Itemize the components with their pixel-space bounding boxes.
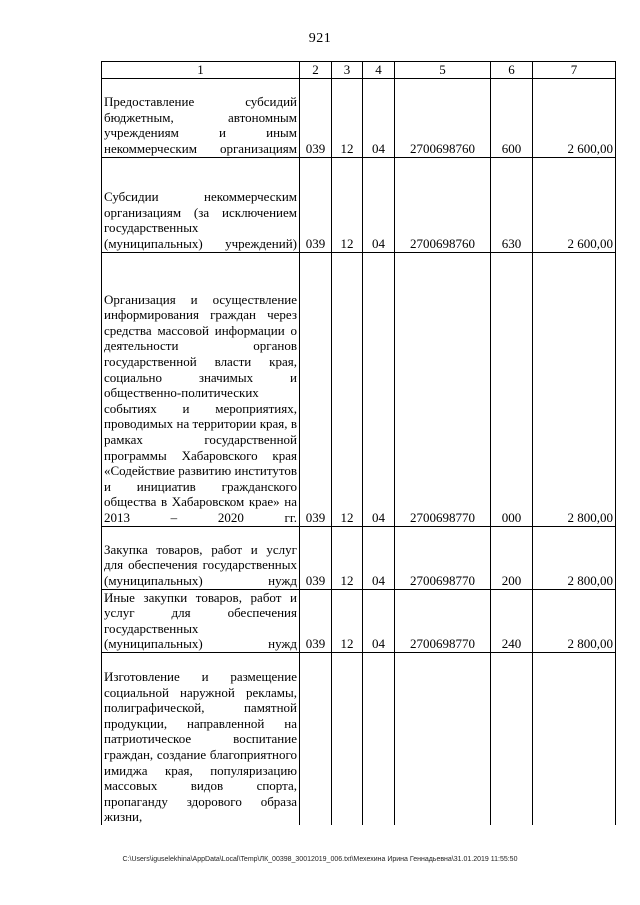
- table-row: [102, 652, 616, 825]
- cell-expense-type: [491, 652, 533, 825]
- header-cell: 2: [300, 62, 332, 79]
- cell-target-article: 2700698770: [395, 252, 491, 526]
- cell-ministry: 039: [300, 78, 332, 157]
- row-description: Организация и осуществление информирования граждан через средства массовой информации о деятельности органов государственной власти края, социально значимых и общественно-политических событиях и мероприятиях, проводимых на территории края, в рамках государственной программы Хабаровского края «Содействие развитию институтов и инициатив гражданского общества в Хабаровском крае» на 2013 – 2020 гг.: [102, 252, 300, 526]
- file-path-footer: C:\Users\iguselekhina\AppData\Local\Temp\ЛК_00398_30012019_006.txt\Мехехина Ирина Геннадьевна\31.01.2019 11:55:50: [122, 856, 518, 863]
- cell-ministry: 039: [300, 589, 332, 652]
- cell-subsection: 04: [363, 526, 395, 589]
- cell-section: [332, 652, 363, 825]
- cell-amount: 2 800,00: [533, 252, 616, 526]
- cell-amount: 2 600,00: [533, 157, 616, 252]
- cell-subsection: [363, 652, 395, 825]
- table-row: [102, 589, 616, 652]
- cell-ministry: [300, 652, 332, 825]
- table-row: [102, 526, 616, 589]
- header-cell: 6: [491, 62, 533, 79]
- cell-section: 12: [332, 526, 363, 589]
- cell-ministry: 039: [300, 526, 332, 589]
- budget-table: [101, 61, 616, 825]
- cell-amount: [533, 652, 616, 825]
- row-description: Иные закупки товаров, работ и услуг для обеспечения государственных (муниципальных) нужд: [102, 589, 300, 652]
- cell-target-article: [395, 652, 491, 825]
- row-description: Субсидии некоммерческим организациям (за исключением государственных (муниципальных) учреждений): [102, 157, 300, 252]
- cell-amount: 2 800,00: [533, 526, 616, 589]
- header-cell: 4: [363, 62, 395, 79]
- cell-ministry: 039: [300, 157, 332, 252]
- cell-expense-type: 200: [491, 526, 533, 589]
- cell-amount: 2 600,00: [533, 78, 616, 157]
- cell-ministry: 039: [300, 252, 332, 526]
- cell-section: 12: [332, 252, 363, 526]
- cell-expense-type: 630: [491, 157, 533, 252]
- cell-section: 12: [332, 78, 363, 157]
- cell-subsection: 04: [363, 589, 395, 652]
- table-row: [102, 157, 616, 252]
- cell-target-article: 2700698760: [395, 78, 491, 157]
- cell-amount: 2 800,00: [533, 589, 616, 652]
- cell-expense-type: 600: [491, 78, 533, 157]
- cell-target-article: 2700698770: [395, 589, 491, 652]
- table-row: [102, 252, 616, 526]
- header-cell: 3: [332, 62, 363, 79]
- header-cell: 5: [395, 62, 491, 79]
- cell-expense-type: 240: [491, 589, 533, 652]
- header-cell: 1: [102, 62, 300, 79]
- cell-subsection: 04: [363, 252, 395, 526]
- cell-subsection: 04: [363, 157, 395, 252]
- cell-section: 12: [332, 157, 363, 252]
- table-header-row: [102, 62, 616, 79]
- row-description: Предоставление субсидий бюджетным, автономным учреждениям и иным некоммерческим организациям: [102, 78, 300, 157]
- row-description: Изготовление и размещение социальной наружной рекламы, полиграфической, памятной продукции, направленной на патриотическое воспитание граждан, создание благоприятного имиджа края, популяризацию массовых видов спорта, пропаганду здорового образа жизни,: [102, 652, 300, 825]
- cell-subsection: 04: [363, 78, 395, 157]
- table-row: [102, 78, 616, 157]
- cell-section: 12: [332, 589, 363, 652]
- cell-target-article: 2700698760: [395, 157, 491, 252]
- header-cell: 7: [533, 62, 616, 79]
- page-number: 921: [308, 31, 332, 46]
- cell-expense-type: 000: [491, 252, 533, 526]
- cell-target-article: 2700698770: [395, 526, 491, 589]
- row-description: Закупка товаров, работ и услуг для обеспечения государственных (муниципальных) нужд: [102, 526, 300, 589]
